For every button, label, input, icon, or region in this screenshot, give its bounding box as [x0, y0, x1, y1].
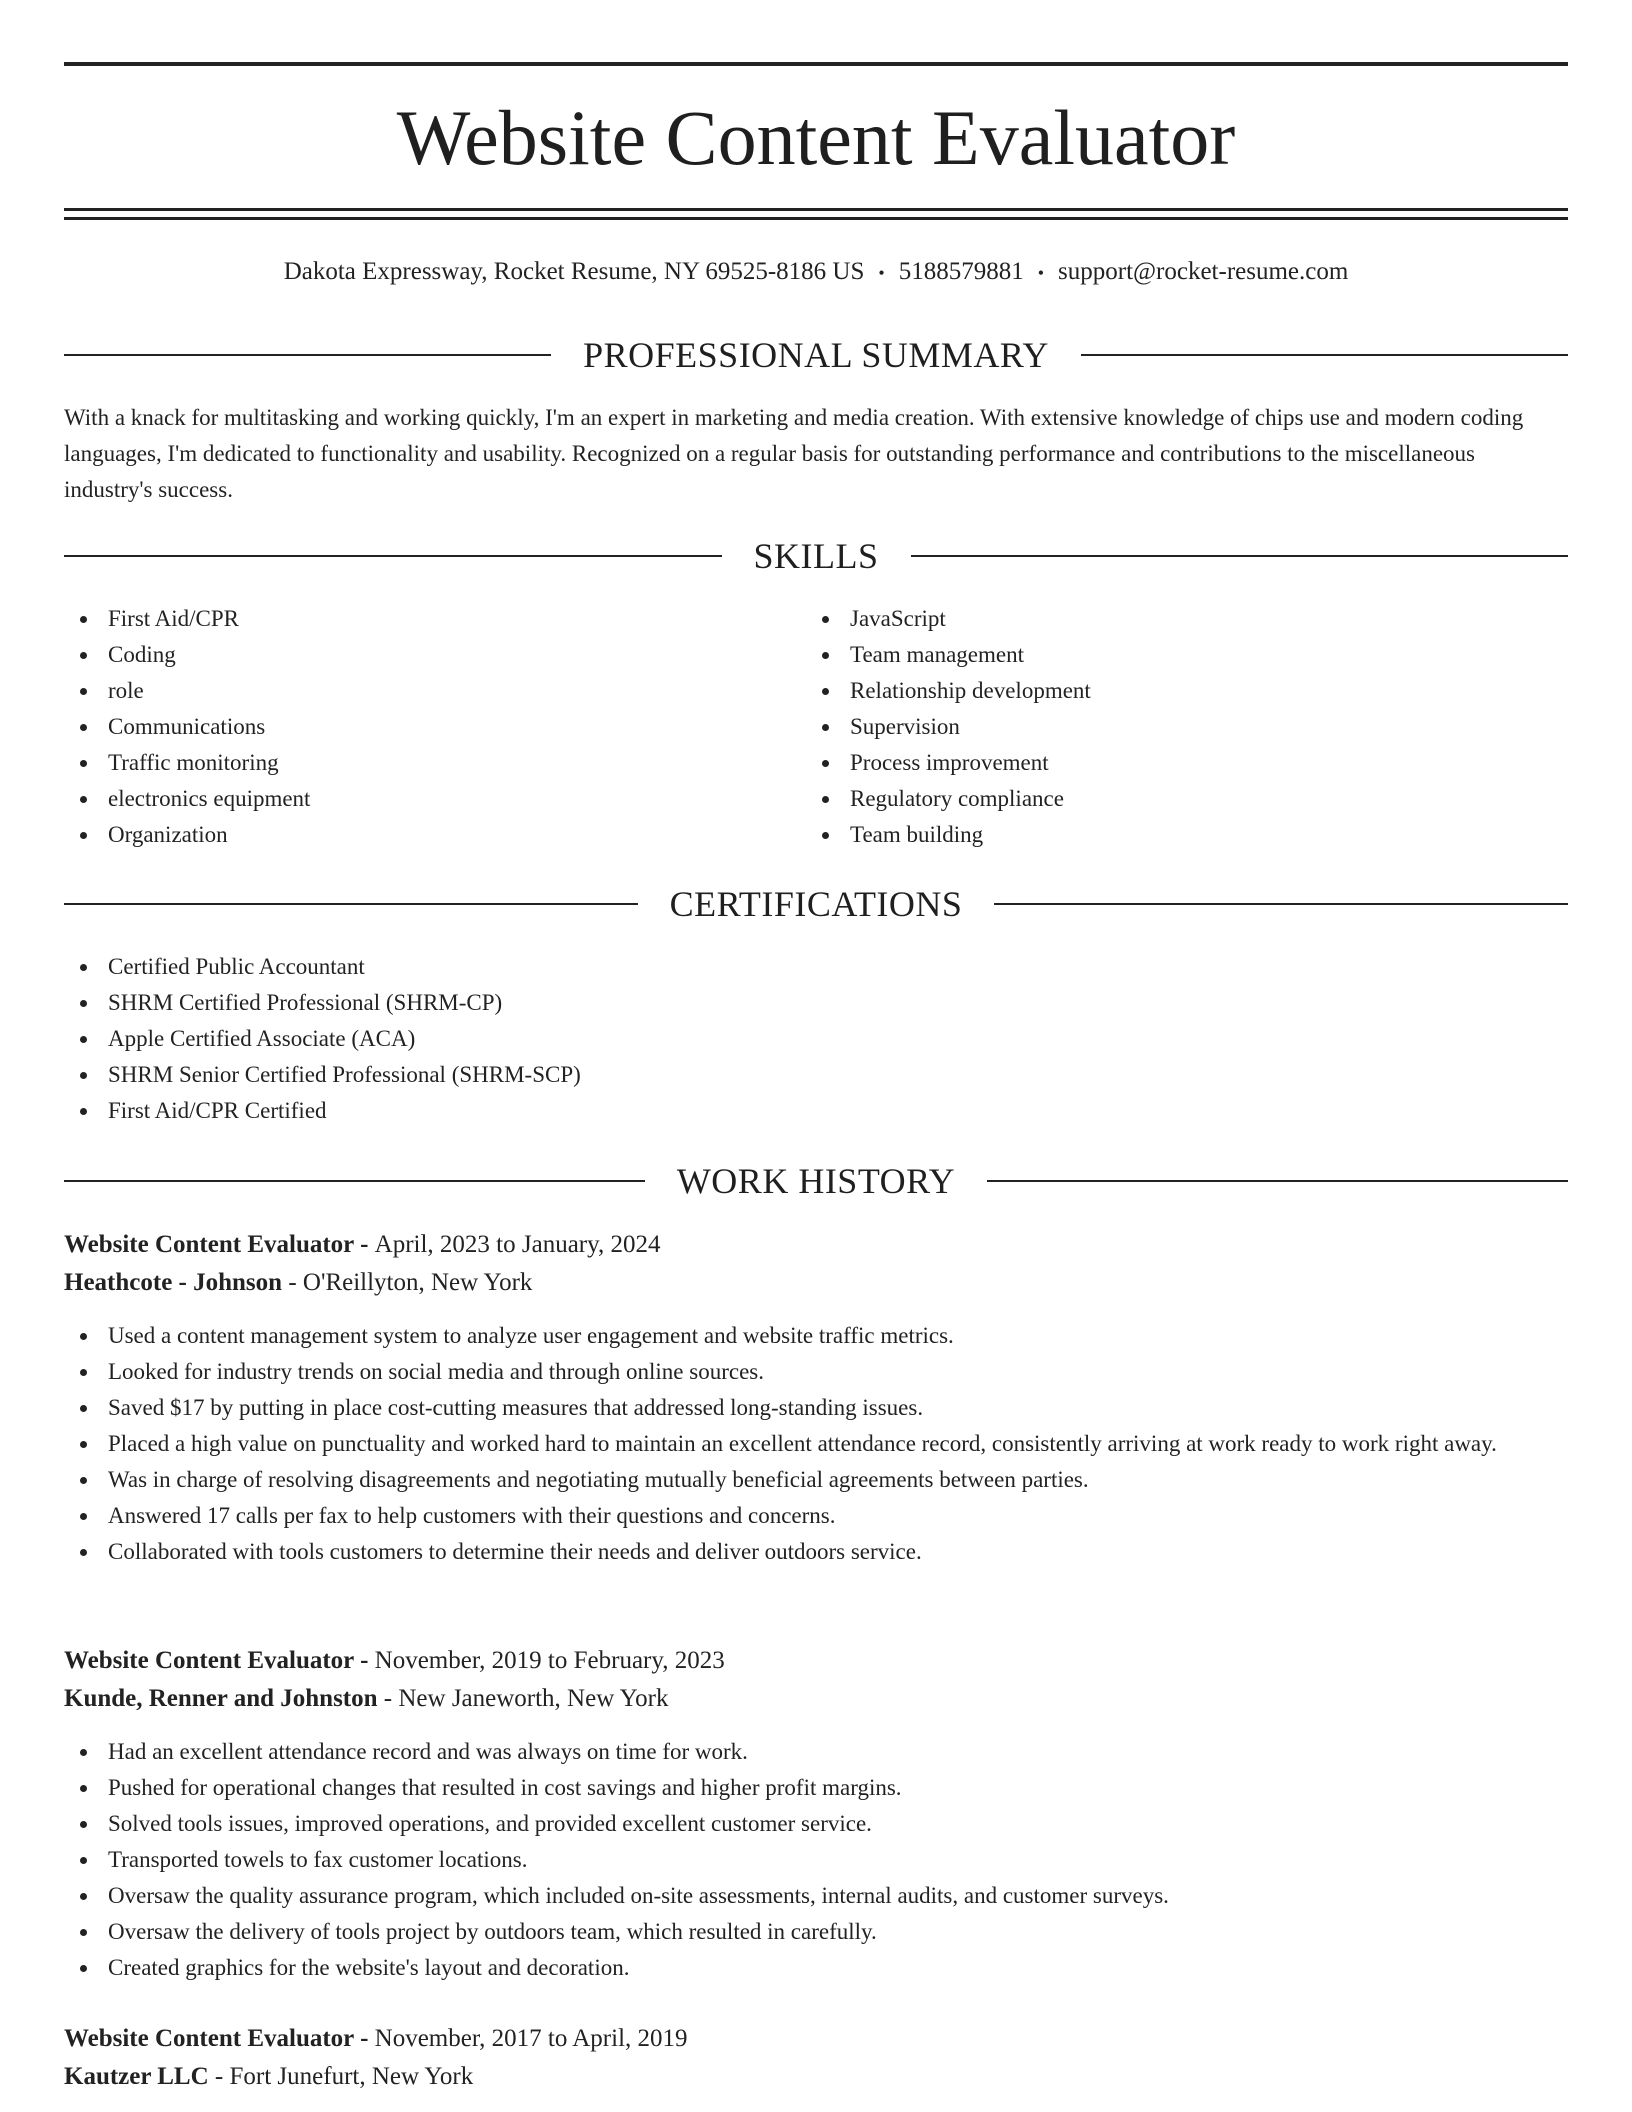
job-dates: April, 2023 to January, 2024 [374, 1231, 661, 1258]
skill-item: Team management [806, 637, 1548, 673]
certifications-section-heading [64, 881, 1568, 927]
certifications-heading: CERTIFICATIONS [669, 884, 963, 924]
skill-item: Traffic monitoring [64, 745, 806, 781]
contact-separator: • [1037, 263, 1045, 284]
job-bullets [64, 1734, 1568, 1986]
job-bullet: Was in charge of resolving disagreements and negotiating mutually beneficial agreements between parties. [64, 1462, 1568, 1498]
summary-section-heading [64, 332, 1568, 378]
job-title: Website Content Evaluator [64, 1231, 354, 1258]
job-company: Heathcote - Johnson [64, 1269, 283, 1296]
heading-rule [64, 1180, 645, 1182]
skill-item: electronics equipment [64, 781, 806, 817]
skill-item: Relationship development [806, 673, 1548, 709]
job-company: Kautzer LLC [64, 2063, 209, 2090]
job-bullet: Created graphics for the website's layout and decoration. [64, 1950, 1568, 1986]
work-section-heading [64, 1158, 1568, 1204]
work-heading: WORK HISTORY [676, 1161, 956, 1201]
skill-item: role [64, 673, 806, 709]
job-bullet: Looked for industry trends on social media and through online sources. [64, 1354, 1568, 1390]
job-entry [64, 1642, 1568, 1986]
job-bullet: Transported towels to fax customer locations. [64, 1842, 1568, 1878]
skill-item: Regulatory compliance [806, 781, 1548, 817]
job-title: Website Content Evaluator [64, 2025, 354, 2052]
certification-item: SHRM Certified Professional (SHRM-CP) [64, 985, 1568, 1021]
contact-phone: 5188579881 [898, 258, 1024, 285]
double-rule [64, 208, 1568, 220]
job-title-line: Website Content Evaluator - November, 2019 to February, 2023 [64, 1647, 725, 1674]
skill-item: Coding [64, 637, 806, 673]
heading-rule [911, 555, 1569, 557]
contact-separator: • [878, 263, 885, 284]
resume-title: Website Content Evaluator [396, 94, 1236, 181]
job-bullet: Oversaw the delivery of tools project by outdoors team, which resulted in carefully. [64, 1914, 1568, 1950]
skill-item: Process improvement [806, 745, 1548, 781]
heading-rule [994, 903, 1568, 905]
heading-rule [987, 1180, 1568, 1182]
summary-text: With a knack for multitasking and working quickly, I'm an expert in marketing and media creation. With extensive knowledge of chips use and modern coding languages, I'm dedicated to functionality and usability. Recognized on a regular basis for outstanding performance and contributions to the miscellaneous industry's success. [64, 405, 1524, 502]
job-entry [64, 1226, 1568, 1570]
skills-list [64, 601, 1568, 853]
job-bullet: Placed a high value on punctuality and worked hard to maintain an excellent attendance record, consistently arriving at work ready to work right away. [64, 1426, 1568, 1462]
skills-heading: SKILLS [753, 536, 879, 576]
skills-section-heading [64, 533, 1568, 579]
job-title-line: Website Content Evaluator - November, 2017 to April, 2019 [64, 2025, 688, 2052]
heading-rule [1081, 354, 1568, 356]
contact-address: Dakota Expressway, Rocket Resume, NY 69525-8186 US [283, 258, 865, 285]
skill-item: Organization [64, 817, 806, 853]
job-title: Website Content Evaluator [64, 1647, 354, 1674]
job-location: O'Reillyton, New York [302, 1269, 533, 1296]
job-bullet: Pushed for operational changes that resulted in cost savings and higher profit margins. [64, 1770, 1568, 1806]
certification-item: Apple Certified Associate (ACA) [64, 1021, 1568, 1057]
job-bullet: Had an excellent attendance record and was always on time for work. [64, 1734, 1568, 1770]
heading-rule [64, 903, 638, 905]
skill-item: Supervision [806, 709, 1548, 745]
skill-item: First Aid/CPR [64, 601, 806, 637]
job-location: New Janeworth, New York [398, 1685, 669, 1712]
certification-item: First Aid/CPR Certified [64, 1093, 1568, 1129]
job-dates: November, 2017 to April, 2019 [374, 2025, 688, 2052]
job-entry [64, 2020, 1568, 2096]
heading-rule [64, 555, 722, 557]
skills-left-column [64, 601, 806, 853]
job-bullets [64, 1318, 1568, 1570]
job-dates: November, 2019 to February, 2023 [374, 1647, 725, 1674]
job-bullet: Oversaw the quality assurance program, which included on-site assessments, internal audits, and customer surveys. [64, 1878, 1568, 1914]
job-company-line: Kautzer LLC - Fort Junefurt, New York [64, 2063, 474, 2090]
job-company: Kunde, Renner and Johnston [64, 1685, 378, 1712]
job-company-line: Heathcote - Johnson - O'Reillyton, New York [64, 1269, 533, 1296]
job-location: Fort Junefurt, New York [229, 2063, 474, 2090]
contact-email: support@rocket-resume.com [1058, 258, 1349, 285]
job-company-line: Kunde, Renner and Johnston - New Janeworth, New York [64, 1685, 669, 1712]
skill-item: Communications [64, 709, 806, 745]
summary-heading: PROFESSIONAL SUMMARY [583, 335, 1049, 375]
heading-rule [64, 354, 551, 356]
job-bullet: Used a content management system to analyze user engagement and website traffic metrics. [64, 1318, 1568, 1354]
top-rule [64, 62, 1568, 66]
job-bullet: Saved $17 by putting in place cost-cutting measures that addressed long-standing issues. [64, 1390, 1568, 1426]
skill-item: JavaScript [806, 601, 1548, 637]
skill-item: Team building [806, 817, 1548, 853]
certifications-list [64, 949, 1568, 1129]
job-bullet: Answered 17 calls per fax to help customers with their questions and concerns. [64, 1498, 1568, 1534]
contact-line [64, 254, 1568, 290]
job-bullet: Collaborated with tools customers to determine their needs and deliver outdoors service. [64, 1534, 1568, 1570]
certification-item: SHRM Senior Certified Professional (SHRM-SCP) [64, 1057, 1568, 1093]
skills-right-column [806, 601, 1548, 853]
job-title-line: Website Content Evaluator - April, 2023 to January, 2024 [64, 1231, 661, 1258]
certification-item: Certified Public Accountant [64, 949, 1568, 985]
job-bullet: Solved tools issues, improved operations, and provided excellent customer service. [64, 1806, 1568, 1842]
